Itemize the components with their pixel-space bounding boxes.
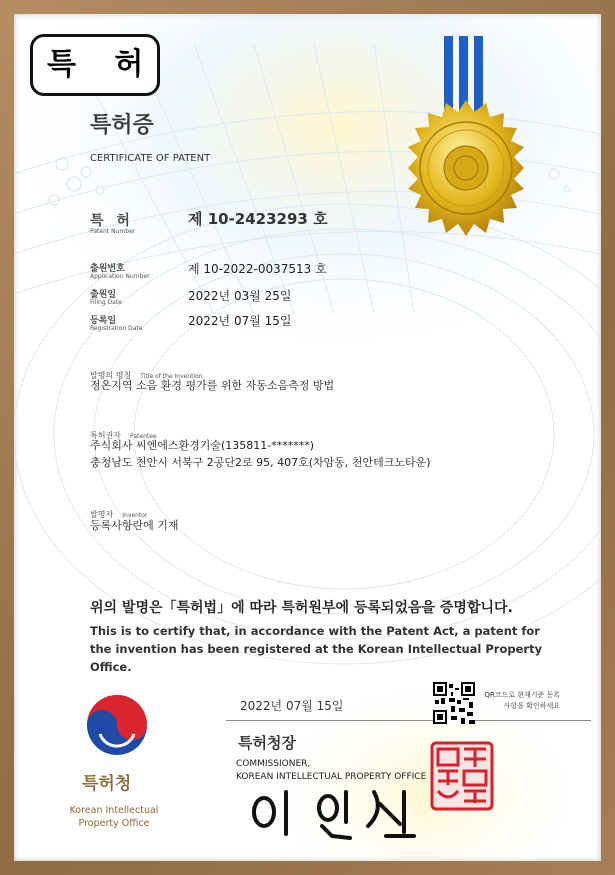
patent-number-label: 특 허 [90,213,134,229]
certificate-title-en: CERTIFICATE OF PATENT [90,153,211,164]
certify-statement-en: This is to certify that, in accordance with the Patent Act, a patent for the invention has been registered at the Korean Intellectual Property Office. [90,624,543,674]
commissioner-title-line2: KOREAN INTELLECTUAL PROPERTY OFFICE [236,772,427,782]
divider [226,720,591,721]
registration-date-value: 2022년 07월 15일 [188,314,292,328]
invention-label: 발명의 명칭 [90,371,132,380]
certificate-paper [14,14,601,861]
patent-tag: 특 허 [30,34,160,96]
inventor-label-en: Inventor [122,512,148,519]
patentee-label-en: Patentee [130,433,157,440]
filing-date-label-en: Filing Date [90,299,122,306]
commissioner-signature [234,786,424,842]
certificate-title: 특허증 [90,113,154,138]
filing-date-value: 2022년 03월 25일 [188,289,292,303]
commissioner-title-ko: 특허청장 [238,734,296,752]
inventor-label: 발명자 [90,510,114,519]
qr-note: QR코드로 현재기준 등록사항을 확인하세요 [484,691,560,710]
application-label-en: Application Number [90,273,150,280]
patentee-address: 충청남도 천안시 서북구 2공단2로 95, 407호(차암동, 천안테크노타운) [90,456,431,469]
patentee-name: 주식회사 씨엔에스환경기술(135811-*******) [90,439,315,452]
issue-date: 2022년 07월 15일 [240,699,344,713]
official-red-stamp-icon [430,741,494,811]
patent-number-value: 제 10-2423293 호 [188,210,328,228]
commissioner-title-line1: COMMISSIONER, [236,759,311,769]
invention-title: 정온지역 소음 환경 평가를 위한 자동소음측정 방법 [90,379,335,392]
invention-label-en: Title of the Invention [140,373,203,380]
commissioner-title-en [236,758,426,784]
certify-statement-ko: 위의 발명은「특허법」에 따라 특허원부에 등록되었음을 증명합니다. [90,600,513,616]
patent-number-label-en: Patent Number [90,228,136,235]
kipo-name-en: Korean Intellectual Property Office [69,805,159,829]
patentee-label: 특허권자 [90,431,121,440]
kipo-name-ko: 특허청 [82,774,132,794]
inventor-value: 등록사항란에 기재 [90,519,179,532]
filing-date-label: 출원일 [90,290,117,300]
kipo-emblem-icon [86,694,148,756]
application-label: 출원번호 [90,264,125,274]
registration-date-label: 등록일 [90,316,117,326]
qr-code-icon[interactable] [433,682,475,724]
application-number-value: 제 10-2022-0037513 호 [188,262,327,276]
registration-date-label-en: Registration Date [90,325,143,332]
gold-seal-icon [396,98,536,238]
